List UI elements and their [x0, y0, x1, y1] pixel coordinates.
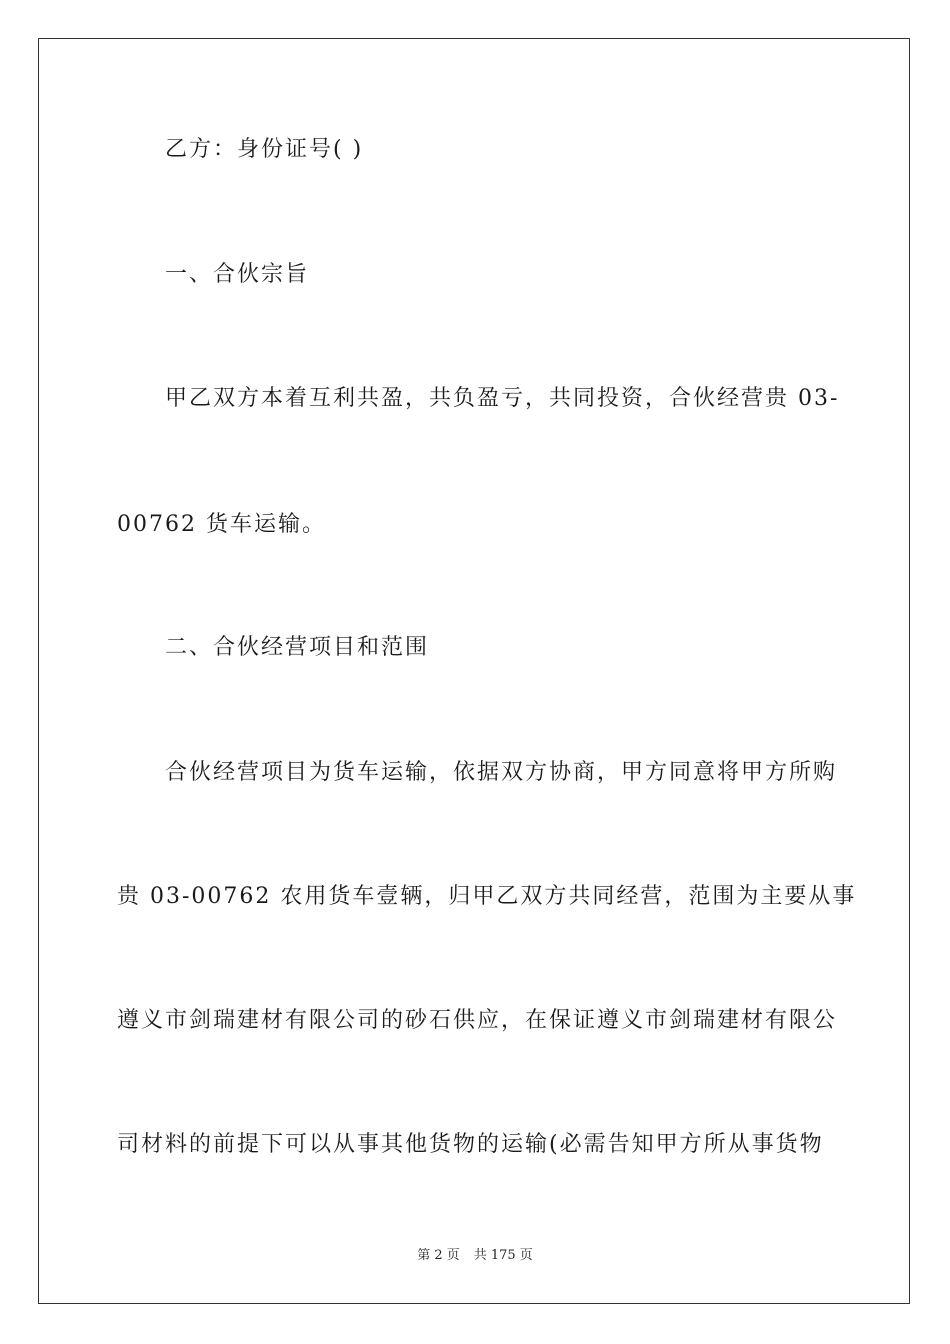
- paragraph-line: 司材料的前提下可以从事其他货物的运输(必需告知甲方所从事货物: [117, 1132, 824, 1157]
- paragraph-line: 合伙经营项目为货车运输，依据双方协商，甲方同意将甲方所购: [165, 760, 838, 785]
- section-2-heading: 二、合伙经营项目和范围: [165, 635, 430, 660]
- page-number: 第 2 页: [417, 1248, 460, 1263]
- party-b-id-line: 乙方：身份证号( ): [165, 137, 364, 162]
- page-border: [38, 38, 910, 1304]
- paragraph-line: 贵 03-00762 农用货车壹辆，归甲乙双方共同经营，范围为主要从事: [117, 884, 857, 909]
- section-1-heading: 一、合伙宗旨: [165, 262, 310, 287]
- page-footer: [0, 1247, 950, 1265]
- paragraph-line: 甲乙双方本着互利共盈，共负盈亏，共同投资，合伙经营贵 03-: [165, 386, 840, 411]
- paragraph-line: 00762 货车运输。: [117, 512, 326, 537]
- paragraph-line: 遵义市剑瑞建材有限公司的砂石供应，在保证遵义市剑瑞建材有限公: [117, 1008, 838, 1033]
- page-total: 共 175 页: [473, 1248, 533, 1263]
